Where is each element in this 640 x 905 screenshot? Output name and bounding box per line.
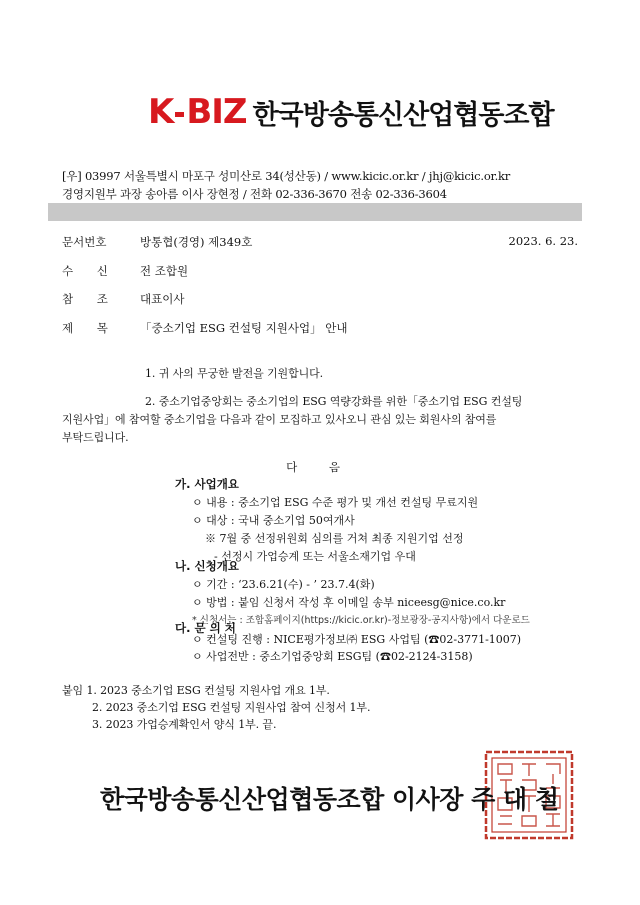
body-paragraph-1: 1. 귀 사의 무궁한 발전을 기원합니다. <box>145 367 324 380</box>
overview-target: ㅇ 대상 : 국내 중소기업 50여개사 <box>192 514 355 527</box>
reference: 대표이사 <box>140 292 185 306</box>
header-contact-line: 경영지원부 과장 송아름 이사 장현정 / 전화 02-336-3670 전송 02-336-3604 <box>62 187 447 201</box>
attachment-3: 3. 2023 가업승계확인서 양식 1부. 끝. <box>92 718 277 731</box>
kbiz-logo <box>148 92 554 132</box>
section-contact-title: 다. 문 의 처 <box>175 621 236 635</box>
section-overview-title: 가. 사업개요 <box>175 477 239 491</box>
logo-org-name: 한국방송통신산업협동조합 <box>252 99 554 131</box>
attachment-1: 붙임 1. 2023 중소기업 ESG 컨설팅 지원사업 개요 1부. <box>62 684 330 697</box>
contact-general: ㅇ 사업전반 : 중소기업중앙회 ESG팀 (☎02-2124-3158) <box>192 650 473 663</box>
overview-content: ㅇ 내용 : 중소기업 ESG 수준 평가 및 개선 컨설팅 무료지원 <box>192 496 479 509</box>
logo-brand-biz: BIZ <box>186 92 247 132</box>
logo-brand-k: K <box>148 92 174 132</box>
section-application-title: 나. 신청개요 <box>175 559 239 573</box>
details-heading: 다 음 <box>286 460 354 474</box>
contact-consulting: ㅇ 컨설팅 진행 : NICE평가정보㈜ ESG 사업팀 (☎02-3771-1007) <box>192 633 522 646</box>
attachment-2: 2. 2023 중소기업 ESG 컨설팅 지원사업 참여 신청서 1부. <box>92 701 371 714</box>
header-address-line: [우] 03997 서울특별시 마포구 성미산로 34(성산동) / www.kicic.or.kr / jhj@kicic.or.kr <box>62 169 511 183</box>
header-divider-bar <box>48 203 582 221</box>
subject: 「중소기업 ESG 컨설팅 지원사업」 안내 <box>140 321 348 335</box>
body-paragraph-2-line-3: 부탁드립니다. <box>62 431 129 444</box>
overview-preference-note: - 선정시 가업승계 또는 서울소재기업 우대 <box>214 550 416 563</box>
signature-line: 한국방송통신산업협동조합 이사장 주 대 철 <box>100 785 559 814</box>
logo-dash <box>175 112 184 117</box>
doc-date: 2023. 6. 23. <box>508 234 578 248</box>
recipient: 전 조합원 <box>140 264 189 278</box>
doc-number: 방통협(경영) 제349호 <box>140 235 253 249</box>
overview-selection-note: ※ 7월 중 선정위원회 심의를 거쳐 최종 지원기업 선정 <box>205 532 464 545</box>
body-paragraph-2-line-1: 2. 중소기업중앙회는 중소기업의 ESG 역량강화를 위한「중소기업 ESG 컨설팅 <box>145 395 523 408</box>
doc-number-label: 문서번호 <box>62 235 107 249</box>
subject-label: 제 목 <box>62 321 118 335</box>
application-period: ㅇ 기간 : ‘23.6.21(수) - ’ 23.7.4(화) <box>192 578 375 591</box>
application-download-note: * 신청서는 : 조합홈페이지(https://kicic.or.kr)-정보광장-공지사항)에서 다운로드 <box>192 615 530 626</box>
application-method: ㅇ 방법 : 붙임 신청서 작성 후 이메일 송부 niceesg@nice.co.kr <box>192 596 506 609</box>
recipient-label: 수 신 <box>62 264 118 278</box>
reference-label: 참 조 <box>62 292 118 306</box>
body-paragraph-2-line-2: 지원사업」에 참여할 중소기업을 다음과 같이 모집하고 있사오니 관심 있는 회원사의 참여를 <box>62 413 497 426</box>
